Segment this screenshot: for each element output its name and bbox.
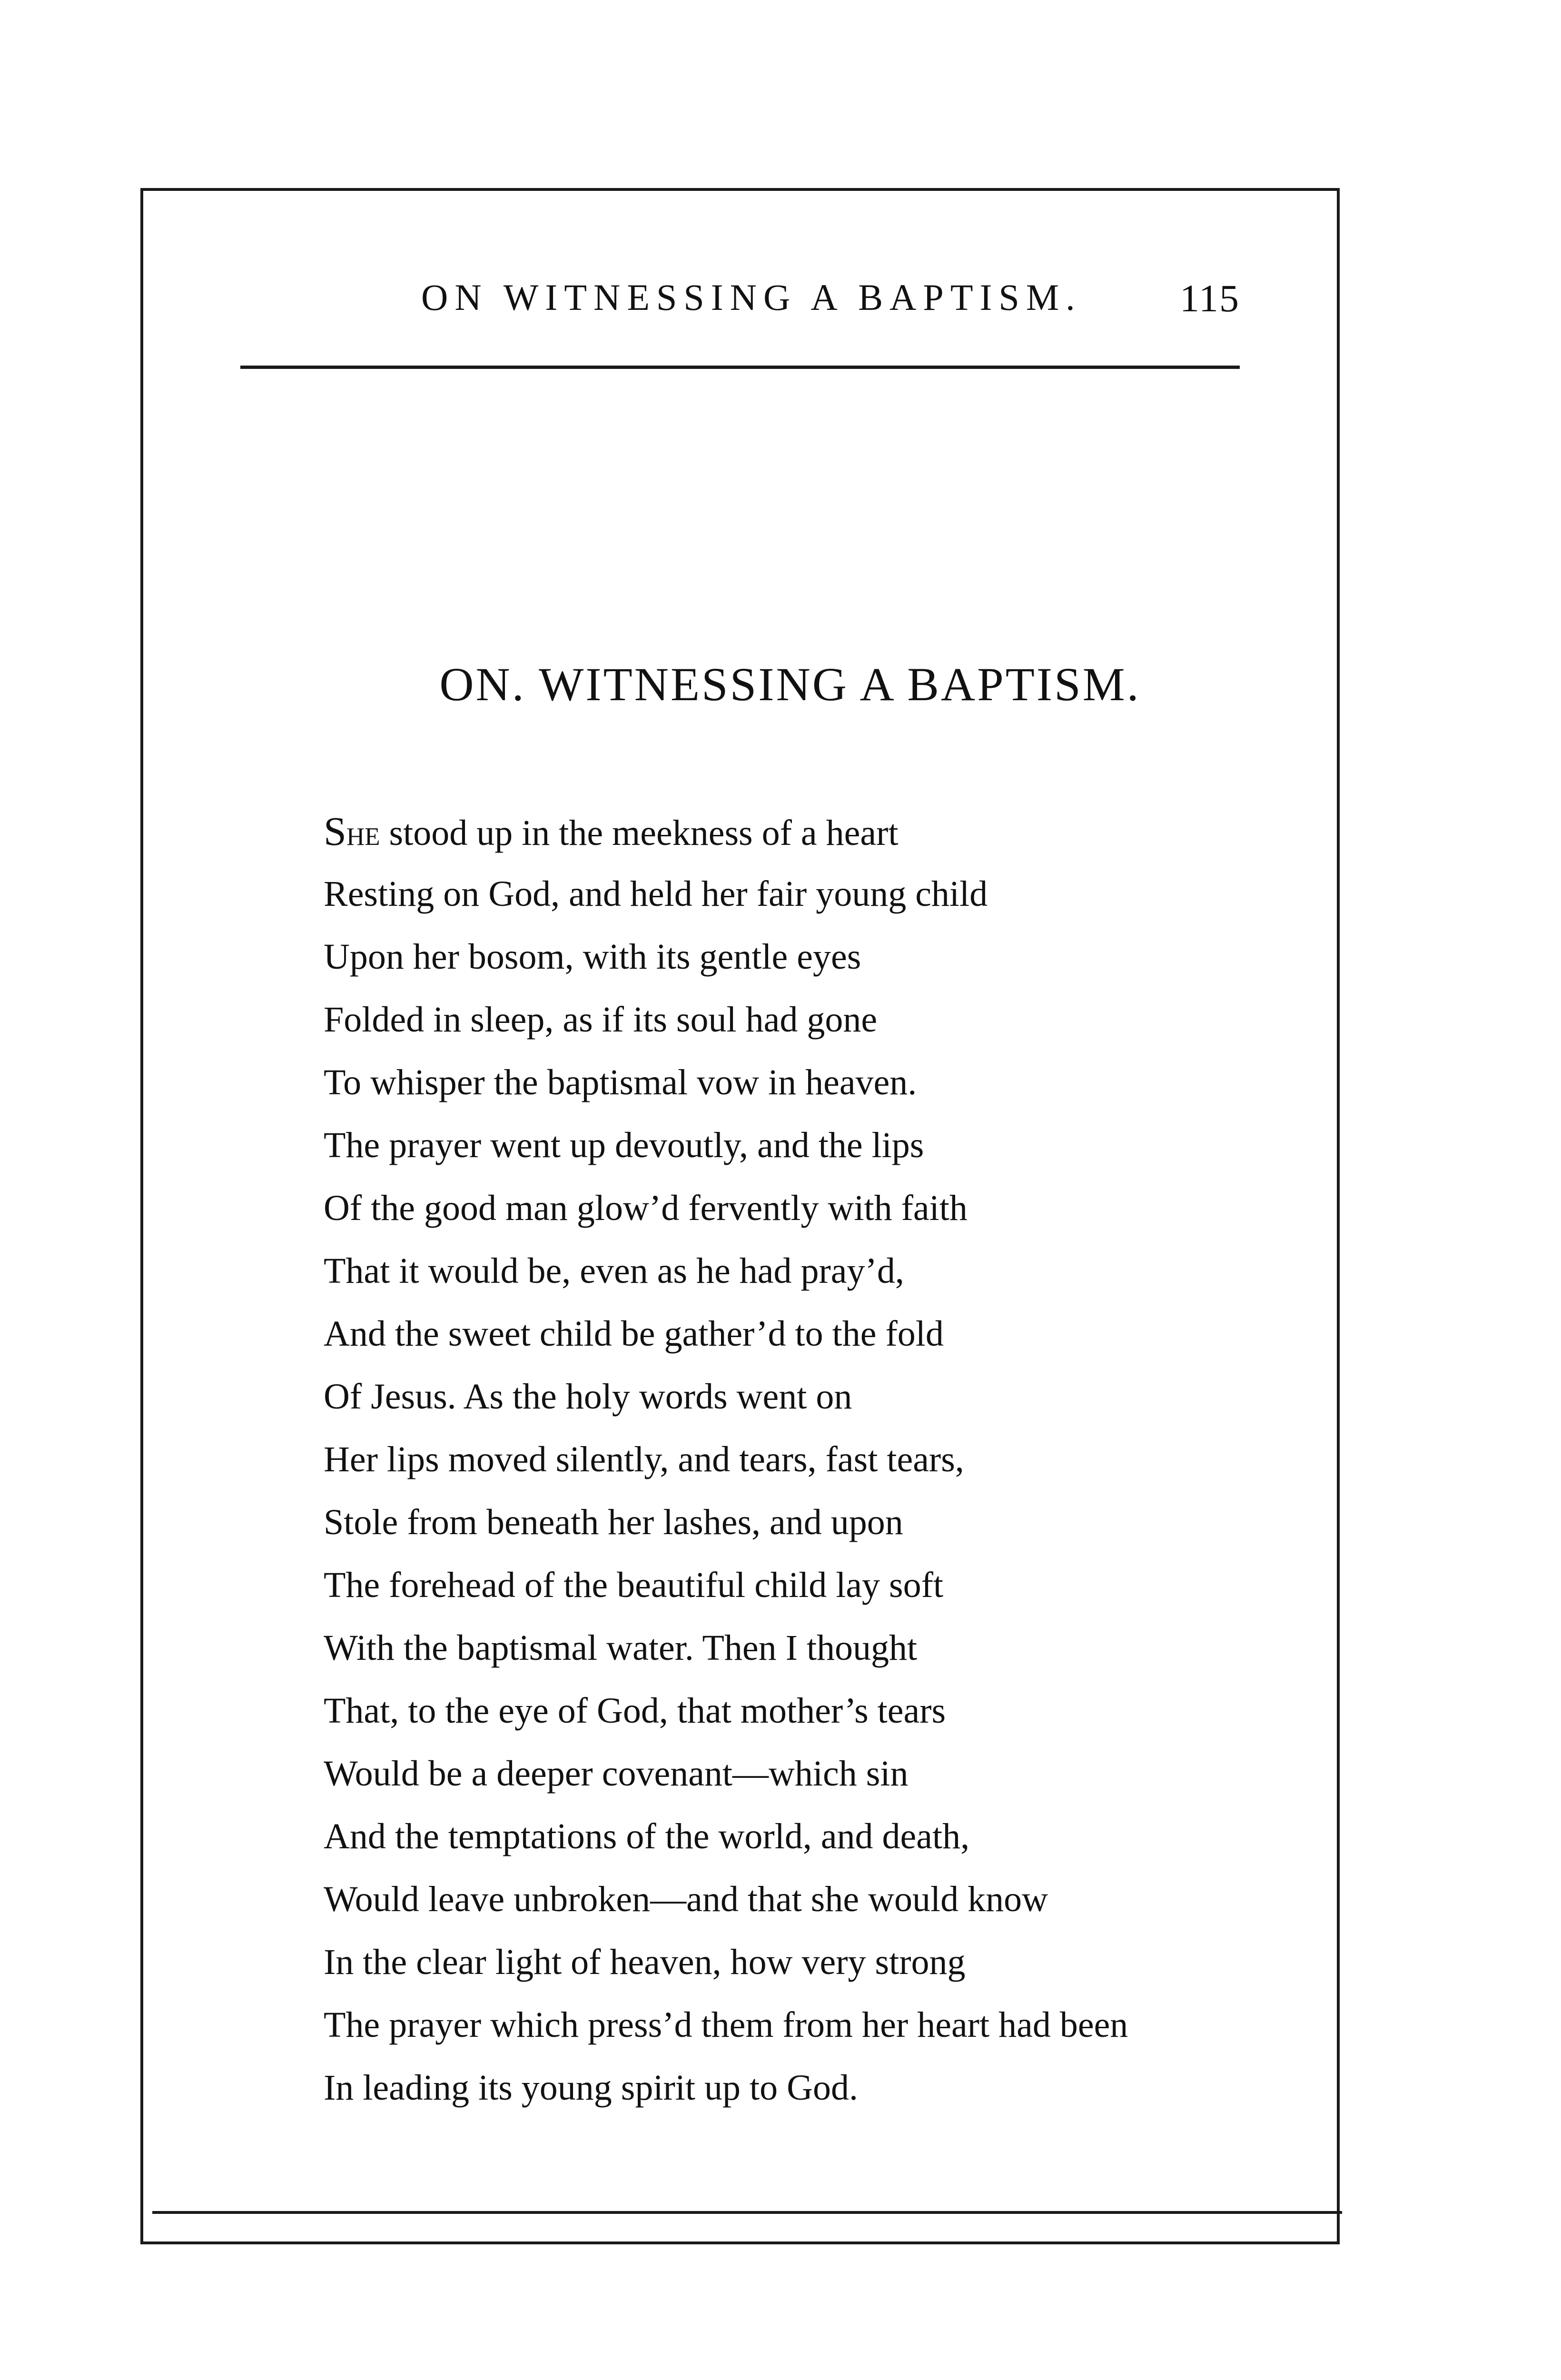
- bottom-rule: [152, 2211, 1342, 2214]
- poem-line: Of Jesus. As the holy words went on: [324, 1377, 852, 1417]
- poem-line: [324, 800, 1323, 863]
- poem-line: And the temptations of the world, and death,: [324, 1816, 970, 1856]
- poem-line: The prayer which press’d them from her heart had been: [324, 2005, 1128, 2045]
- poem-body: [324, 800, 1323, 2119]
- poem-line: Would leave unbroken—and that she would know: [324, 1879, 1048, 1919]
- poem-line: Would be a deeper covenant—which sin: [324, 1754, 909, 1794]
- running-head: [240, 267, 1240, 333]
- poem-line: Folded in sleep, as if its soul had gone: [324, 1000, 878, 1040]
- poem-first-line-text: stood up in the meekness of a heart: [380, 813, 899, 853]
- poem-title: ON. WITNESSING A BAPTISM.: [439, 658, 1141, 711]
- header-rule: [240, 366, 1240, 369]
- poem-line: To whisper the baptismal vow in heaven.: [324, 1062, 917, 1102]
- poem-first-word: She: [324, 808, 380, 854]
- poem-line: Resting on God, and held her fair young child: [324, 874, 988, 914]
- poem-line: That it would be, even as he had pray’d,: [324, 1251, 904, 1291]
- poem-line: Of the good man glow’d fervently with faith: [324, 1188, 968, 1228]
- running-head-title: ON WITNESSING A BAPTISM.: [421, 277, 1082, 318]
- page-number: 115: [1180, 277, 1240, 320]
- poem-line: And the sweet child be gather’d to the fold: [324, 1314, 944, 1354]
- poem-line: In the clear light of heaven, how very strong: [324, 1942, 966, 1982]
- poem-line: Her lips moved silently, and tears, fast tears,: [324, 1439, 964, 1479]
- poem-line: The prayer went up devoutly, and the lips: [324, 1125, 924, 1165]
- poem-line: That, to the eye of God, that mother’s tears: [324, 1691, 946, 1731]
- poem-line: Stole from beneath her lashes, and upon: [324, 1502, 903, 1542]
- poem-line: With the baptismal water. Then I thought: [324, 1628, 918, 1668]
- poem-line: In leading its young spirit up to God.: [324, 2068, 859, 2108]
- poem-line: The forehead of the beautiful child lay soft: [324, 1565, 944, 1605]
- poem-line: Upon her bosom, with its gentle eyes: [324, 937, 861, 977]
